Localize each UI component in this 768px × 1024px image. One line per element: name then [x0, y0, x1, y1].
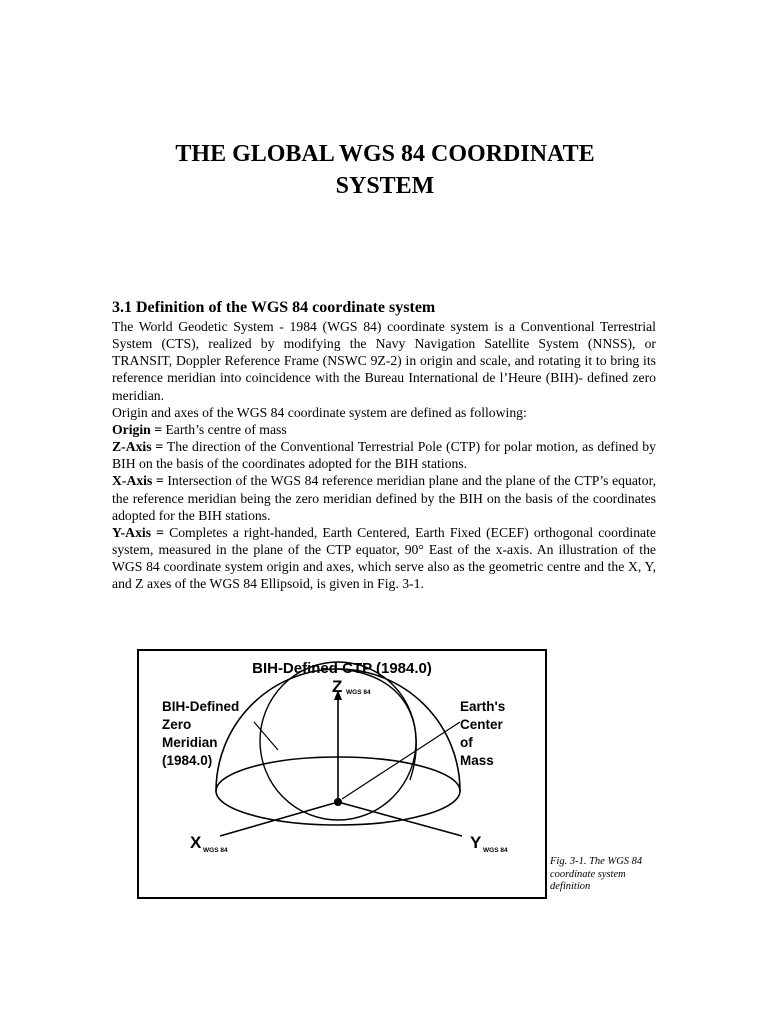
- x-axis-letter: X: [190, 833, 202, 852]
- x-axis-subscript: WGS 84: [203, 847, 228, 854]
- center-of-mass-label-line-4: Mass: [460, 753, 494, 768]
- zero-meridian-label-line-2: Zero: [162, 717, 192, 732]
- z-axis-definition: [112, 438, 656, 472]
- x-axis-label: X-Axis =: [112, 473, 164, 489]
- z-axis-label: Z-Axis =: [112, 439, 164, 455]
- zero-meridian-label-line-1: BIH-Defined: [162, 699, 240, 714]
- y-axis-letter: Y: [470, 833, 482, 852]
- y-axis-subscript: WGS 84: [483, 847, 508, 854]
- z-axis-subscript: WGS 84: [346, 689, 371, 696]
- title-line-2: SYSTEM: [335, 173, 435, 199]
- wgs84-figure: [110, 630, 658, 900]
- center-of-mass-label-line-3: of: [460, 735, 473, 750]
- page-title: [112, 138, 658, 202]
- axes-intro-paragraph: Origin and axes of the WGS 84 coordinate system are defined as following:: [112, 404, 527, 420]
- x-axis-definition: [112, 472, 656, 523]
- origin-label: Origin =: [112, 421, 163, 437]
- origin-text: Earth’s centre of mass: [162, 421, 287, 437]
- x-axis-text: Intersection of the WGS 84 reference meridian plane and the plane of the CTP’s equator, the reference meridian being the zero meridian defined by the BIH on the basis of the coordinates adopted for the BIH stations.: [112, 473, 656, 523]
- y-axis-line: [338, 802, 462, 836]
- z-axis-letter: Z: [332, 677, 343, 696]
- ctp-label: BIH-Defined CTP (1984.0): [252, 660, 432, 677]
- meridian-arc: [338, 669, 416, 780]
- center-of-mass-label: [460, 699, 509, 768]
- zero-meridian-label-line-3: Meridian: [162, 735, 218, 750]
- intro-paragraph: The World Geodetic System - 1984 (WGS 84) coordinate system is a Conventional Terrestrial System (CTS), realized by modifying the Navy Navigation Satellite System (NNSS), or TRANSIT, Doppler Reference Frame (NSWC 9Z-2) in origin and scale, and rotating it to bring its reference meridian into coincidence with the Bureau International de l’Heure (BIH)- defined zero meridian.: [112, 319, 656, 403]
- zero-meridian-label-line-4: (1984.0): [162, 753, 213, 768]
- title-line-1: THE GLOBAL WGS 84 COORDINATE: [175, 141, 595, 167]
- origin-point: [334, 798, 342, 806]
- center-of-mass-label-line-1: Earth's: [460, 699, 506, 714]
- y-axis-text: Completes a right-handed, Earth Centered, Earth Fixed (ECEF) orthogonal coordinate system, measured in the plane of the CTP equator, 90° East of the x-axis. An illustration of the WGS 84 coordinate system origin and axes, which serve also as the geometric centre and the X, Y, and Z axes of the WGS 84 Ellipsoid, is given in Fig. 3-1.: [112, 524, 656, 592]
- center-of-mass-label-line-2: Center: [460, 717, 503, 732]
- left-leader-line: [254, 722, 278, 750]
- y-axis-definition: [112, 524, 656, 593]
- section-heading: 3.1 Definition of the WGS 84 coordinate system: [112, 299, 436, 316]
- body-text: [112, 318, 656, 593]
- figure-caption: Fig. 3-1. The WGS 84 coordinate system definition: [550, 856, 643, 892]
- x-axis-line: [220, 802, 338, 836]
- origin-definition: [112, 421, 656, 438]
- z-axis-text: The direction of the Conventional Terrestrial Pole (CTP) for polar motion, as defined by BIH on the basis of the coordinates adopted for the BIH stations.: [112, 439, 656, 472]
- y-axis-label: Y-Axis =: [112, 524, 164, 540]
